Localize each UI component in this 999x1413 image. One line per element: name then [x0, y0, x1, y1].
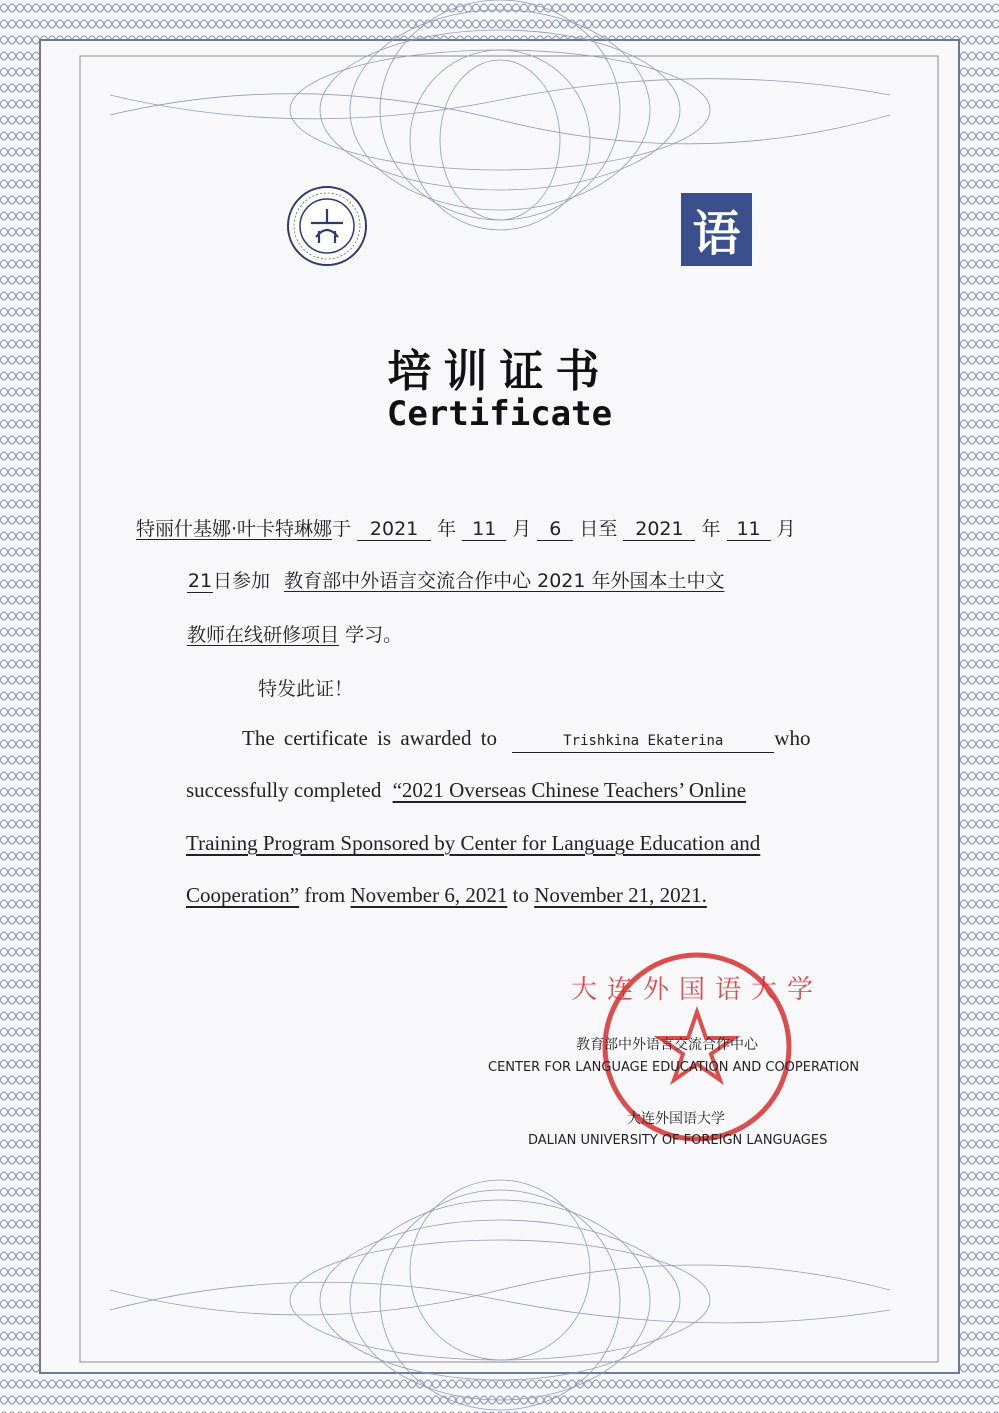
logo-character: 语: [692, 206, 741, 262]
org2-cn: 大连外国语大学: [627, 1111, 725, 1127]
en-line-3: [186, 831, 760, 856]
university-emblem-icon: [286, 185, 368, 267]
end-month: 11: [727, 518, 771, 541]
cn-line-1: 特丽什基娜·叶卡特琳娜于 2021 年 11 月 6 日至 2021 年 11 月: [136, 518, 796, 540]
start-date-en: November 6, 2021: [350, 883, 508, 907]
en-line-4: Cooperation” from November 6, 2021 to November 21, 2021.: [186, 883, 707, 907]
start-month: 11: [462, 518, 506, 541]
cn-line-3: 教师在线研修项目 学习。: [187, 624, 403, 646]
org1-cn: 教育部中外语言交流合作中心: [576, 1037, 758, 1053]
recipient-name-cn: 特丽什基娜·叶卡特琳娜: [136, 518, 333, 540]
program-en-2: Training Program Sponsored by Center for Language Education and: [186, 831, 761, 855]
end-year: 2021: [623, 518, 695, 541]
svg-text:大连外国语大学: 大连外国语大学: [570, 975, 824, 1005]
start-day: 6: [537, 518, 573, 541]
title-english: Certificate: [386, 394, 613, 434]
program-en-3: Cooperation”: [186, 883, 300, 907]
org1-en: CENTER FOR LANGUAGE EDUCATION AND COOPERATION: [488, 1060, 860, 1075]
language-center-logo: [681, 193, 752, 266]
cn-line-2: 21日参加 教育部中外语言交流合作中心 2021 年外国本土中文: [187, 570, 725, 592]
en-line-1: The certificate is awarded to Trishkina Ekaterina who: [242, 726, 810, 753]
recipient-name-en: Trishkina Ekaterina: [512, 730, 774, 753]
title-chinese: 培训证书: [387, 346, 612, 397]
en-line-2: successfully completed “2021 Overseas Chinese Teachers’ Online: [186, 778, 747, 802]
program-en-1: “2021 Overseas Chinese Teachers’ Online: [392, 778, 747, 802]
te-fa-ci-zheng: 特发此证！: [258, 678, 354, 700]
start-year: 2021: [357, 518, 431, 541]
end-date-en: November 21, 2021.: [534, 883, 707, 907]
program-cn-1: 教育部中外语言交流合作中心 2021 年外国本土中文: [284, 570, 725, 592]
end-day: 21: [187, 570, 213, 592]
program-cn-2: 教师在线研修项目: [187, 624, 340, 646]
org2-en: DALIAN UNIVERSITY OF FOREIGN LANGUAGES: [528, 1133, 828, 1148]
